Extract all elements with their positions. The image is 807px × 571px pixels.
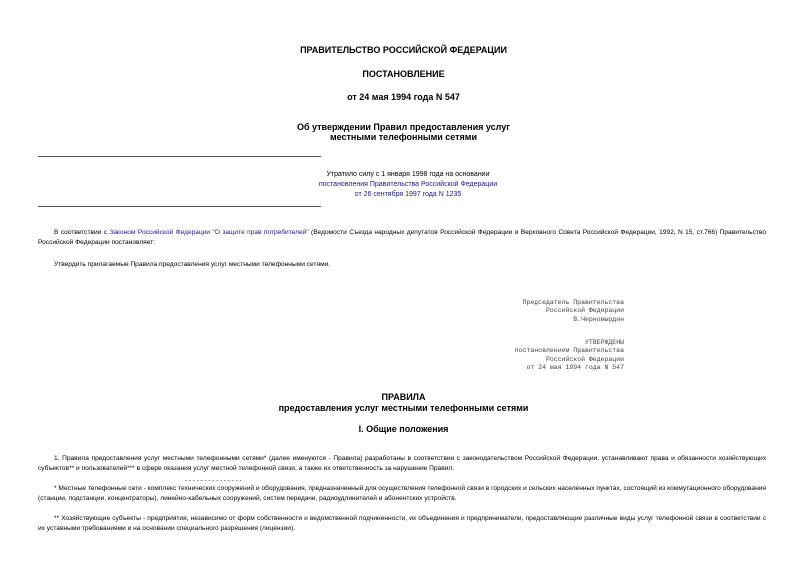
signature-block — [324, 299, 624, 324]
approval-date: от 24 мая 1994 года N 547 — [526, 363, 624, 371]
approval-block — [324, 339, 624, 372]
rules-subtitle: предоставления услуг местными телефонными сетями — [278, 403, 529, 413]
approval-country: Российской Федерации — [545, 355, 624, 363]
footnote-2: ** Хозяйствующие субъекты - предприятия, независимо от форм собственности и ведомственной подчиненности, их объединения и предприниматели, предоставляющие различные виды услуг телефонной связи в соответствии с их уставными требованиями и на основании специального разрешения (лицензии). — [38, 515, 766, 532]
divider-bottom — [38, 206, 321, 207]
signature-country: Российской Федерации — [545, 307, 624, 315]
footnote-1: * Местные телефонные сети - комплекс технических сооружений и оборудования, предназначенный для осуществления телефонной связи в городских и сельских населенных пунктах, состоящий из коммутационного оборудования (станции, подстанции, концентраторы), линейно-кабельных сооружений, систем передачи, радиоудлинителей и абонентских устройств. — [38, 485, 766, 502]
rules-title: ПРАВИЛА — [381, 392, 426, 402]
repeal-link-line-1[interactable]: постановления Правительства Российской Федерации — [318, 181, 498, 188]
document-type: ПОСТАНОВЛЕНИЕ — [362, 69, 445, 79]
section-heading: I. Общие положения — [358, 424, 449, 434]
signature-name: В.Черномырдин — [573, 315, 624, 323]
approval-by: постановлением Правительства — [514, 347, 624, 355]
divider-top — [38, 156, 321, 157]
decision-paragraph: Утвердить прилагаемые Правила предоставления услуг местными телефонными сетями. — [54, 261, 331, 268]
rules-paragraph-1: 1. Правила предоставления услуг местными телефонными сетями* (далее именуются - Правила) разработаны в соответствии с законодательством Российской Федерации, устанавливают права и обязанности хозяйствующих субъектов** и пользователей*** в сфере оказания услуг местной телефонной связи, а также их ответственность за нарушение Правил. — [38, 455, 766, 472]
signature-position: Председатель Правительства — [522, 299, 624, 306]
preamble-paragraph — [38, 228, 766, 248]
document-title-line-1: Об утверждении Правил предоставления услуг — [296, 122, 511, 132]
footnote-separator: --------------- — [184, 477, 243, 484]
repeal-link-line-2[interactable]: от 26 сентября 1997 года N 1235 — [354, 191, 462, 198]
preamble-text-end: (Ведомости Съезда народных депутатов Российской Федерации и Верховного Совета Российской Федерации, 1992, N 15, ст.766) Правительство Российской Федерации постановляет: — [38, 229, 766, 246]
government-heading: ПРАВИТЕЛЬСТВО РОССИЙСКОЙ ФЕДЕРАЦИИ — [300, 45, 507, 55]
approval-label: УТВЕРЖДЕНЫ — [584, 339, 624, 346]
preamble-text-start: В соответствии с — [54, 229, 110, 236]
repeal-note-text: Утратило силу с 1 января 1998 года на основании — [326, 171, 490, 178]
document-date-number: от 24 мая 1994 года N 547 — [347, 92, 460, 102]
consumer-law-link[interactable]: Законом Российской Федерации "О защите прав потребителей" — [109, 229, 309, 236]
document-title-line-2: местными телефонными сетями — [329, 132, 478, 142]
